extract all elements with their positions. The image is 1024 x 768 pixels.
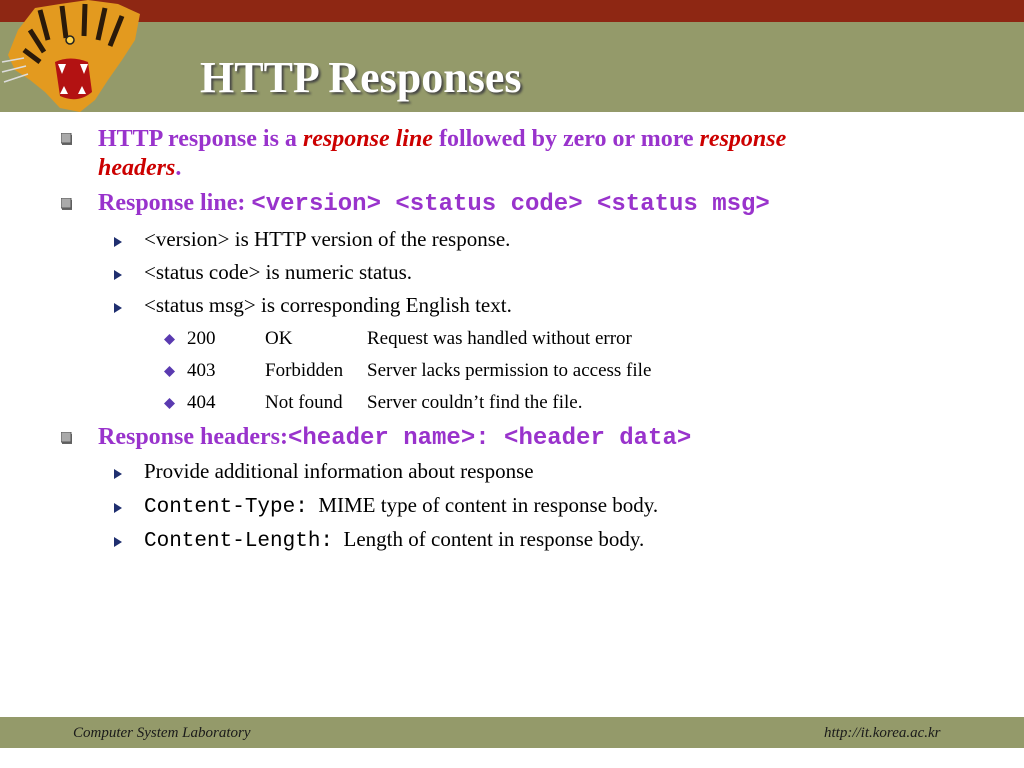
bullet-response-line: Response line: <version> <status code> <status msg> [98,190,770,218]
arrow-bullet-icon [113,536,123,548]
arrow-bullet-icon [113,269,123,281]
arrow-bullet-icon [113,502,123,514]
term-response: response [699,126,787,152]
bullet-icon [61,198,74,211]
bullet-response-headers: Response headers:<header name>: <header data> [98,424,692,452]
status-description: Server couldn’t find the file. [367,392,583,413]
arrow-bullet-icon [113,468,123,480]
term-response-line: response line [302,126,433,152]
arrow-bullet-icon [113,236,123,248]
bullet-icon [61,432,74,445]
footer-lab-name: Computer System Laboratory [73,725,251,741]
status-name: OK [265,328,293,349]
sub-bullet-content-length: Content-Length: Length of content in response body. [144,527,645,553]
header-syntax: <header name>: <header data> [288,425,692,452]
status-description: Request was handled without error [367,328,632,349]
content-type-header: Content-Type: [144,496,308,519]
status-name: Forbidden [265,360,344,381]
bullet-icon [61,133,74,146]
response-line-syntax: <version> <status code> <status msg> [251,191,770,218]
status-description: Server lacks permission to access file [367,360,652,381]
sub-bullet-status-msg: <status msg> is corresponding English text. [144,293,512,317]
status-code: 404 [187,392,216,413]
sub-bullet-status-code: <status code> is numeric status. [144,260,413,284]
diamond-bullet-icon [164,366,175,377]
sub-bullet-additional-info: Provide additional information about response [144,459,534,483]
bullet-response-intro-cont: headers. [98,155,182,181]
arrow-bullet-icon [113,302,123,314]
page-title: HTTP Responses [200,53,522,102]
top-accent-bar [0,0,1024,22]
sub-bullet-version: <version> is HTTP version of the response. [144,227,511,251]
status-code: 200 [187,328,216,349]
status-name: Not found [265,392,343,413]
diamond-bullet-icon [164,334,175,345]
bullet-response-intro: HTTP response is a response line followed by zero or more response [98,126,787,152]
footer-url: http://it.korea.ac.kr [824,725,941,741]
status-code: 403 [187,360,216,381]
term-headers: headers [98,155,176,181]
sub-bullet-content-type: Content-Type: MIME type of content in response body. [144,493,659,519]
tiger-head-icon [0,0,150,118]
content-length-header: Content-Length: [144,530,334,553]
diamond-bullet-icon [164,398,175,409]
